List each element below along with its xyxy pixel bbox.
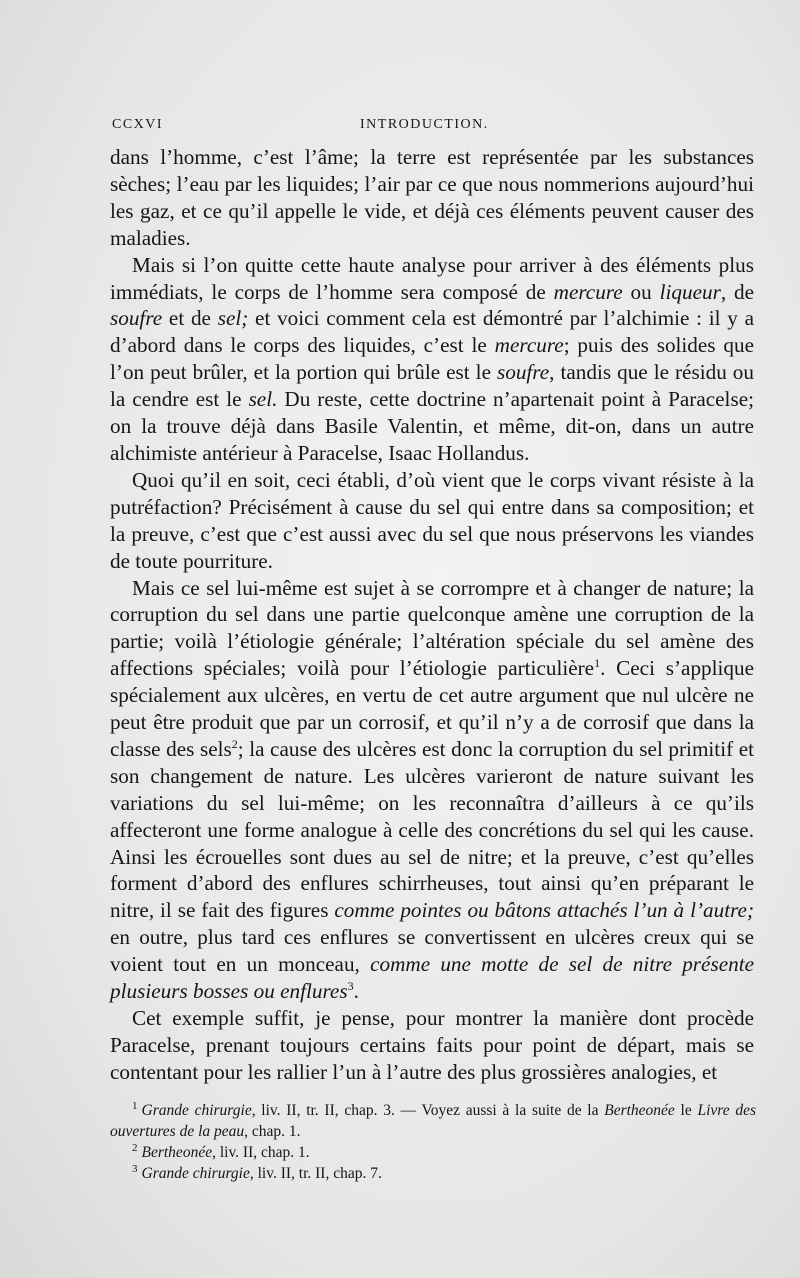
footnote-marker: 3	[347, 979, 354, 994]
text-run: liv. II, tr. II, chap. 3. — Voyez aussi à la suite de la	[255, 1102, 605, 1119]
footnote-2	[110, 1142, 756, 1163]
text-run: Cet exemple suffit, je pense, pour montrer la manière dont procède Paracelse, prenant toujours certains faits pour point de départ, mais se contentant pour les rallier l’un à l’autre des plus grossières analogies, et	[110, 1006, 754, 1084]
footnote-3	[110, 1163, 756, 1184]
text-run: , liv. II, chap. 1.	[212, 1144, 310, 1161]
italic-title: Livre des ouvertures de la peau,	[110, 1102, 757, 1140]
text-run: dans l’homme, c’est l’âme; la terre est représentée par les substances sèches; l’eau par les liquides; l’air par ce que nous nommerions aujourd’hui les gaz, et ce qu’il appelle le vide, et déjà ces éléments peuvent causer des maladies.	[110, 145, 754, 250]
italic-term: liqueur	[659, 279, 721, 304]
italic-title: Grande chirurgie	[141, 1165, 250, 1182]
text-run: Mais ce sel lui-même est sujet à se corrompre et à changer de nature; la corruption du sel dans une partie quelconque amène une corruption de la partie; voilà l’étiologie générale; l’altération spéciale du sel amène des affections spéciales; voilà pour l’étiologie particulière	[110, 575, 754, 681]
text-run: . Ceci s’applique spécialement aux ulcères, en vertu de cet autre argument que nul ulcère ne peut être produit que par un corrosif, et qu’il n’y a de corrosif que dans la classe des sels	[110, 656, 754, 761]
text-run: , tandis que le résidu ou la cendre est le	[110, 360, 754, 412]
italic-term: sel.	[248, 387, 278, 412]
running-title: INTRODUCTION.	[360, 117, 489, 132]
paragraph-5	[110, 1005, 754, 1086]
text-run: Mais si l’on quitte cette haute analyse pour arriver à des éléments plus immédiats, le corps de l’homme sera composé de	[110, 252, 754, 304]
text-run: ; puis des solides que l’on peut brûler, et la portion qui brûle est le	[110, 333, 754, 385]
text-run: en outre, plus tard ces enflures se convertissent en ulcères creux qui se voient tout en un monceau,	[110, 925, 754, 977]
text-run: , de	[720, 279, 754, 304]
italic-title: Grande chirurgie,	[141, 1102, 256, 1119]
paragraph-3	[110, 467, 754, 575]
text-run: et de	[162, 306, 218, 331]
text-run: chap. 1.	[248, 1123, 301, 1140]
paragraph-1	[110, 144, 754, 252]
italic-quote: comme pointes ou bâtons attachés l’un à l’autre;	[334, 898, 755, 923]
footnote-number: 2	[132, 1141, 138, 1154]
footnote-number: 1	[132, 1099, 138, 1112]
footnote-number: 3	[132, 1162, 138, 1175]
text-run: et voici comment cela est démontré par l’alchimie : il y a d’abord dans le corps des liquides, c’est le	[110, 306, 754, 358]
paragraph-4	[110, 575, 754, 1006]
footnote-marker: 2	[231, 736, 238, 751]
italic-quote: comme une motte de sel de nitre présente plusieurs bosses ou enflures	[110, 952, 754, 1004]
page-number: CCXVI	[112, 117, 164, 132]
footnotes	[110, 1100, 756, 1184]
footnote-1	[110, 1100, 756, 1142]
italic-title: Bertheonée	[141, 1144, 213, 1161]
paragraph-2	[110, 252, 754, 467]
footnote-marker: 1	[594, 656, 601, 671]
italic-term: sel;	[217, 306, 249, 331]
text-run: Du reste, cette doctrine n’apartenait point à Paracelse; on la trouve déjà dans Basile Valentin, et même, dit-on, dans un autre alchimiste antérieur à Paracelse, Isaac Hollandus.	[110, 387, 754, 465]
text-run: , liv. II, tr. II, chap. 7.	[249, 1165, 382, 1182]
text-run: ou	[622, 279, 660, 304]
italic-term: soufre	[496, 360, 550, 385]
body-text	[110, 144, 754, 1086]
italic-title: Bertheonée	[604, 1102, 675, 1119]
text-run: .	[353, 979, 359, 1004]
text-run: ; la cause des ulcères est donc la corruption du sel primitif et son changement de nature. Les ulcères varieront de nature suivant les variations du sel lui-même; on les reconnaîtra d’ailleurs à ce qu’ils affecteront une forme analogue à celle des concrétions du sel qui les cause. Ainsi les écrouelles sont dues au sel de nitre; et la preuve, c’est qu’elles forment d’abord des enflures schirrheuses, tout ainsi qu’en préparant le nitre, il se fait des figures	[110, 736, 754, 923]
text-run: le	[674, 1102, 698, 1119]
italic-term: mercure	[553, 279, 623, 304]
running-head	[112, 117, 752, 139]
italic-term: soufre	[110, 306, 163, 331]
text-run: Quoi qu’il en soit, ceci établi, d’où vient que le corps vivant résiste à la putréfaction? Précisément à cause du sel qui entre dans sa composition; et la preuve, c’est que c’est aussi avec du sel que nous préservons les viandes de toute pourriture.	[110, 467, 754, 573]
italic-term: mercure	[494, 333, 564, 358]
